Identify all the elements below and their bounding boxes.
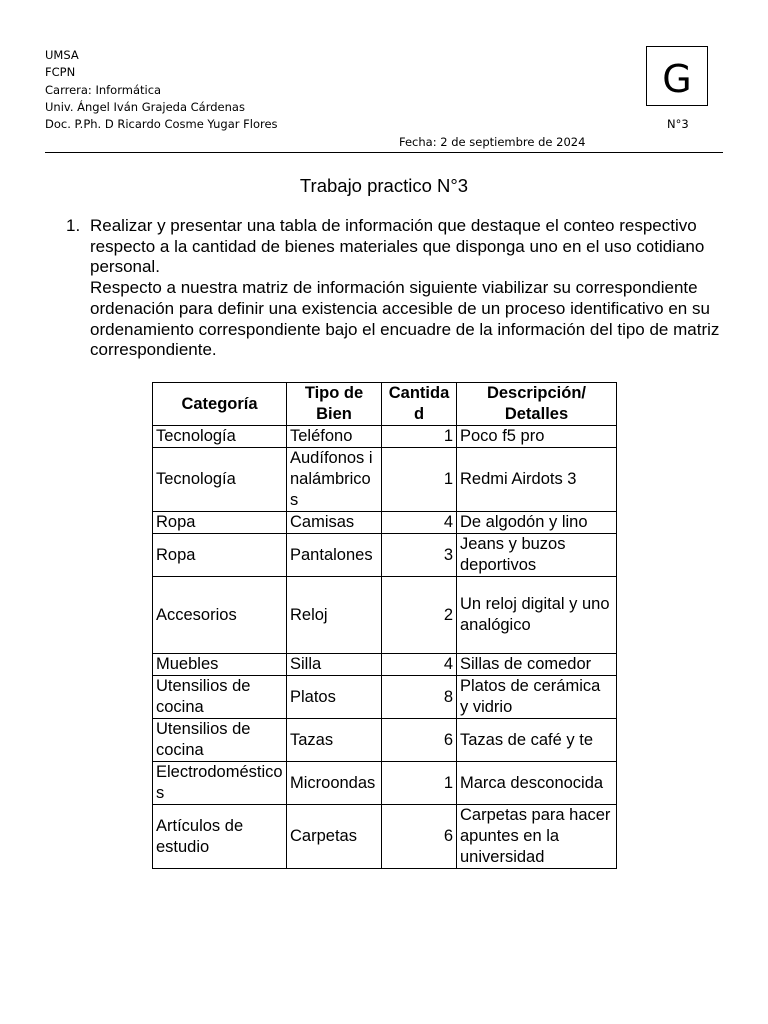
- cell-quantity: 3: [382, 534, 457, 577]
- cell-quantity: 4: [382, 654, 457, 676]
- cell-quantity: 2: [382, 577, 457, 654]
- table-row: [153, 762, 617, 805]
- cell-type: Silla: [287, 654, 382, 676]
- logo-letter: G: [662, 57, 692, 101]
- task-body: [90, 216, 730, 361]
- cell-quantity: 1: [382, 448, 457, 512]
- cell-description: De algodón y lino: [457, 512, 617, 534]
- cell-category: Electrodomésticos: [153, 762, 287, 805]
- cell-description: Carpetas para hacer apuntes en la universidad: [457, 805, 617, 869]
- table-row: [153, 512, 617, 534]
- task-paragraph-1: Realizar y presentar una tabla de información que destaque el conteo respectivo respecto a la cantidad de bienes materiales que disponga uno en el uso cotidiano personal.: [90, 216, 705, 277]
- cell-description: Redmi Airdots 3: [457, 448, 617, 512]
- cell-description: Platos de cerámica y vidrio: [457, 676, 617, 719]
- cell-category: Ropa: [153, 534, 287, 577]
- table-row: [153, 426, 617, 448]
- cell-category: Utensilios de cocina: [153, 719, 287, 762]
- table-header-row: [153, 383, 617, 426]
- cell-type: Platos: [287, 676, 382, 719]
- header-description: Descripción/ Detalles: [457, 383, 617, 426]
- cell-description: Poco f5 pro: [457, 426, 617, 448]
- page-title: Trabajo practico N°3: [299, 175, 469, 196]
- cell-category: Tecnología: [153, 448, 287, 512]
- cell-quantity: 6: [382, 805, 457, 869]
- cell-description: Tazas de café y te: [457, 719, 617, 762]
- header-student: Univ. Ángel Iván Grajeda Cárdenas: [45, 99, 245, 114]
- header-divider: [45, 152, 723, 153]
- table-row: [153, 654, 617, 676]
- cell-description: Sillas de comedor: [457, 654, 617, 676]
- header-university: UMSA: [45, 48, 79, 62]
- cell-type: Reloj: [287, 577, 382, 654]
- cell-type: Pantalones: [287, 534, 382, 577]
- cell-category: Tecnología: [153, 426, 287, 448]
- cell-quantity: 1: [382, 426, 457, 448]
- task-number: 1.: [66, 216, 81, 235]
- cell-quantity: 1: [382, 762, 457, 805]
- cell-description: Marca desconocida: [457, 762, 617, 805]
- logo-box: [646, 46, 708, 106]
- cell-description: Jeans y buzos deportivos: [457, 534, 617, 577]
- cell-category: Muebles: [153, 654, 287, 676]
- table-row: [153, 676, 617, 719]
- header-teacher: Doc. P.Ph. D Ricardo Cosme Yugar Flores: [45, 117, 278, 132]
- cell-category: Utensilios de cocina: [153, 676, 287, 719]
- header-category: Categoría: [153, 383, 287, 426]
- cell-quantity: 8: [382, 676, 457, 719]
- header-type: Tipo de Bien: [287, 383, 382, 426]
- header-career: Carrera: Informática: [45, 82, 162, 97]
- inventory-table: [152, 382, 617, 869]
- cell-category: Artículos de estudio: [153, 805, 287, 869]
- table-row: [153, 577, 617, 654]
- cell-quantity: 6: [382, 719, 457, 762]
- header-info: [45, 47, 278, 133]
- cell-type: Teléfono: [287, 426, 382, 448]
- header-faculty: FCPN: [45, 65, 76, 80]
- cell-category: Accesorios: [153, 577, 287, 654]
- cell-type: Camisas: [287, 512, 382, 534]
- task-paragraph-2: Respecto a nuestra matriz de información siguiente viabilizar su correspondiente ordenación para definir una existencia accesible de un proceso identificativo en su ordenamiento correspondiente bajo el encuadre de la información del tipo de matriz correspondiente.: [90, 278, 720, 360]
- cell-category: Ropa: [153, 512, 287, 534]
- table-row: [153, 719, 617, 762]
- cell-type: Microondas: [287, 762, 382, 805]
- cell-type: Carpetas: [287, 805, 382, 869]
- cell-type: Tazas: [287, 719, 382, 762]
- cell-quantity: 4: [382, 512, 457, 534]
- table-row: [153, 534, 617, 577]
- table-row: [153, 448, 617, 512]
- document-date: Fecha: 2 de septiembre de 2024: [399, 135, 586, 149]
- document-number: N°3: [667, 117, 689, 131]
- header-quantity: Cantidad: [382, 383, 457, 426]
- cell-description: Un reloj digital y uno analógico: [457, 577, 617, 654]
- cell-type: Audífonos inalámbricos: [287, 448, 382, 512]
- table-row: [153, 805, 617, 869]
